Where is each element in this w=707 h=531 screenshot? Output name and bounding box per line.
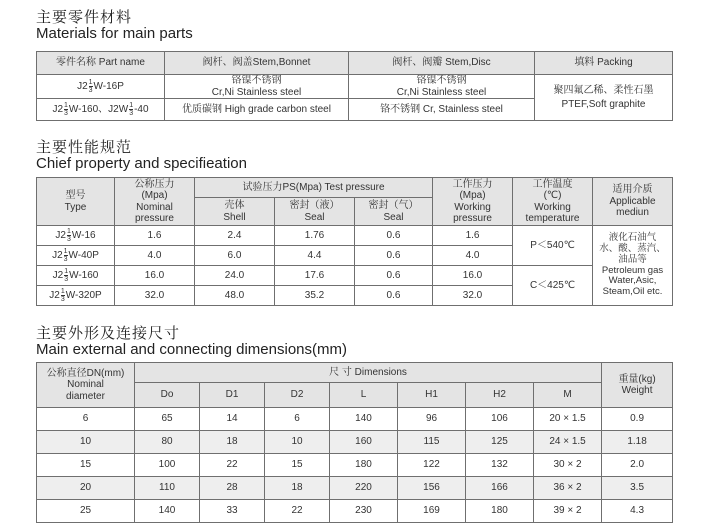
property-row-shell: 2.4 xyxy=(195,226,275,246)
cell-h2: 106 xyxy=(466,408,534,431)
header-test-pressure: 试验压力PS(Mpa) Test pressure xyxy=(195,178,433,198)
property-row-seal-gas: 0.6 xyxy=(355,286,433,306)
materials-header-packing: 填料 Packing xyxy=(535,52,673,75)
cell-do: 110 xyxy=(135,477,200,500)
cell-d1: 33 xyxy=(200,500,265,523)
cell-do: 65 xyxy=(135,408,200,431)
cell-dn: 20 xyxy=(37,477,135,500)
dimensions-table xyxy=(36,362,673,523)
cell-m: 36 × 2 xyxy=(534,477,602,500)
cell-do: 80 xyxy=(135,431,200,454)
property-row-shell: 48.0 xyxy=(195,286,275,306)
materials-header-part: 零件名称 Part name xyxy=(37,52,165,75)
header-d2: D2 xyxy=(265,383,330,408)
cell-dn: 10 xyxy=(37,431,135,454)
cell-dn: 15 xyxy=(37,454,135,477)
materials-row-2-stem-disc: 铬不锈钢 Cr, Stainless steel xyxy=(349,99,535,121)
cell-d2: 10 xyxy=(265,431,330,454)
property-row-shell: 24.0 xyxy=(195,266,275,286)
materials-row-2-stem-bonnet: 优质碳钢 High grade carbon steel xyxy=(165,99,349,121)
property-row-nominal: 16.0 xyxy=(115,266,195,286)
header-dimensions: 尺 寸 Dimensions xyxy=(135,363,602,383)
cell-l: 230 xyxy=(330,500,398,523)
materials-header-stem-disc: 阀杆、阀瓣 Stem,Disc xyxy=(349,52,535,75)
table-row xyxy=(37,431,673,454)
cell-do: 140 xyxy=(135,500,200,523)
materials-row-1-model: J2 $\frac{1}{3}$ W-16P xyxy=(37,75,165,99)
cell-weight: 1.18 xyxy=(602,431,673,454)
header-seal-liquid: 密封（液） Seal xyxy=(275,198,355,226)
cell-m: 30 × 2 xyxy=(534,454,602,477)
materials-packing-cell: 聚四氟乙稀、柔性石墨 PTEF,Soft graphite xyxy=(535,75,673,121)
table-row xyxy=(37,408,673,431)
cell-do: 100 xyxy=(135,454,200,477)
cell-weight: 2.0 xyxy=(602,454,673,477)
property-row-seal-gas: 0.6 xyxy=(355,246,433,266)
cell-m: 24 × 1.5 xyxy=(534,431,602,454)
property-row-nominal: 4.0 xyxy=(115,246,195,266)
cell-d1: 22 xyxy=(200,454,265,477)
cell-l: 140 xyxy=(330,408,398,431)
cell-h1: 156 xyxy=(398,477,466,500)
materials-row-1-stem-bonnet: 铬镍不锈钢 Cr,Ni Stainless steel xyxy=(165,75,349,99)
header-m: M xyxy=(534,383,602,408)
header-h2: H2 xyxy=(466,383,534,408)
cell-l: 180 xyxy=(330,454,398,477)
cell-dn: 6 xyxy=(37,408,135,431)
cell-h2: 166 xyxy=(466,477,534,500)
header-nominal-pressure: 公称压力 (Mpa) Nominal pressure xyxy=(115,178,195,226)
header-applicable-medium: 适用介质 Applicable mediun xyxy=(593,178,673,226)
header-working-temperature: 工作温度 (℃) Working temperature xyxy=(513,178,593,226)
cell-m: 39 × 2 xyxy=(534,500,602,523)
cell-dn: 25 xyxy=(37,500,135,523)
property-row-seal-liquid: 4.4 xyxy=(275,246,355,266)
cell-h2: 125 xyxy=(466,431,534,454)
property-title-en: Chief property and specifieation xyxy=(36,155,247,172)
property-row-shell: 6.0 xyxy=(195,246,275,266)
property-row-nominal: 1.6 xyxy=(115,226,195,246)
property-title-cn: 主要性能规范 xyxy=(36,139,133,156)
table-row xyxy=(37,454,673,477)
cell-m: 20 × 1.5 xyxy=(534,408,602,431)
cell-d1: 14 xyxy=(200,408,265,431)
property-row-model: J2 $\frac{1}{3}$ W-16 xyxy=(37,226,115,246)
header-type: 型号 Type xyxy=(37,178,115,226)
materials-title-en: Materials for main parts xyxy=(36,25,193,42)
cell-weight: 0.9 xyxy=(602,408,673,431)
property-table xyxy=(36,177,673,306)
cell-h1: 122 xyxy=(398,454,466,477)
temperature-cell-1: P＜540℃ xyxy=(513,226,593,266)
cell-l: 220 xyxy=(330,477,398,500)
property-row-seal-gas: 0.6 xyxy=(355,226,433,246)
cell-h1: 169 xyxy=(398,500,466,523)
property-row-seal-gas: 0.6 xyxy=(355,266,433,286)
property-row-seal-liquid: 1.76 xyxy=(275,226,355,246)
cell-l: 160 xyxy=(330,431,398,454)
dimensions-title-en: Main external and connecting dimensions(mm) xyxy=(36,341,347,358)
cell-weight: 4.3 xyxy=(602,500,673,523)
header-seal-gas: 密封（气） Seal xyxy=(355,198,433,226)
cell-h2: 132 xyxy=(466,454,534,477)
header-weight: 重量(kg) Weight xyxy=(602,363,673,408)
cell-h1: 96 xyxy=(398,408,466,431)
header-shell: 壳体 Shell xyxy=(195,198,275,226)
property-row-seal-liquid: 35.2 xyxy=(275,286,355,306)
cell-d2: 15 xyxy=(265,454,330,477)
medium-cell: 液化石油气 水、酸、蒸汽、 油品等 Petroleum gas Water,Asic, Steam,Oil etc. xyxy=(593,226,673,306)
fraction: $\frac{1}{3}$ xyxy=(88,79,93,94)
property-row-nominal: 32.0 xyxy=(115,286,195,306)
cell-d1: 18 xyxy=(200,431,265,454)
property-row-model: J2 $\frac{1}{3}$ W-160 xyxy=(37,266,115,286)
header-h1: H1 xyxy=(398,383,466,408)
materials-header-stem-bonnet: 阀杆、阀盖Stem,Bonnet xyxy=(165,52,349,75)
header-do: Do xyxy=(135,383,200,408)
cell-d1: 28 xyxy=(200,477,265,500)
cell-d2: 18 xyxy=(265,477,330,500)
table-row xyxy=(37,500,673,523)
header-l: L xyxy=(330,383,398,408)
cell-d2: 22 xyxy=(265,500,330,523)
materials-table xyxy=(36,51,673,121)
dimensions-title-cn: 主要外形及连接尺寸 xyxy=(36,325,181,342)
cell-d2: 6 xyxy=(265,408,330,431)
property-row-model: J2 $\frac{1}{3}$ W-40P xyxy=(37,246,115,266)
property-row-working: 1.6 xyxy=(433,226,513,246)
temperature-cell-2: C＜425℃ xyxy=(513,266,593,306)
table-row xyxy=(37,477,673,500)
materials-title-cn: 主要零件材料 xyxy=(36,9,133,26)
cell-weight: 3.5 xyxy=(602,477,673,500)
header-nominal-diameter: 公称直径DN(mm) Nominal diameter xyxy=(37,363,135,408)
property-row-working: 4.0 xyxy=(433,246,513,266)
materials-row-1-stem-disc: 铬镍不锈钢 Cr,Ni Stainless steel xyxy=(349,75,535,99)
materials-row-2-model: J2 $\frac{1}{3}$ W-160、J2W $\frac{1}{3}$ -40 xyxy=(37,99,165,121)
header-d1: D1 xyxy=(200,383,265,408)
property-row-working: 16.0 xyxy=(433,266,513,286)
property-row-working: 32.0 xyxy=(433,286,513,306)
cell-h1: 115 xyxy=(398,431,466,454)
cell-h2: 180 xyxy=(466,500,534,523)
property-row-model: J2 $\frac{1}{3}$ W-320P xyxy=(37,286,115,306)
header-working-pressure: 工作压力 (Mpa) Working pressure xyxy=(433,178,513,226)
property-row-seal-liquid: 17.6 xyxy=(275,266,355,286)
